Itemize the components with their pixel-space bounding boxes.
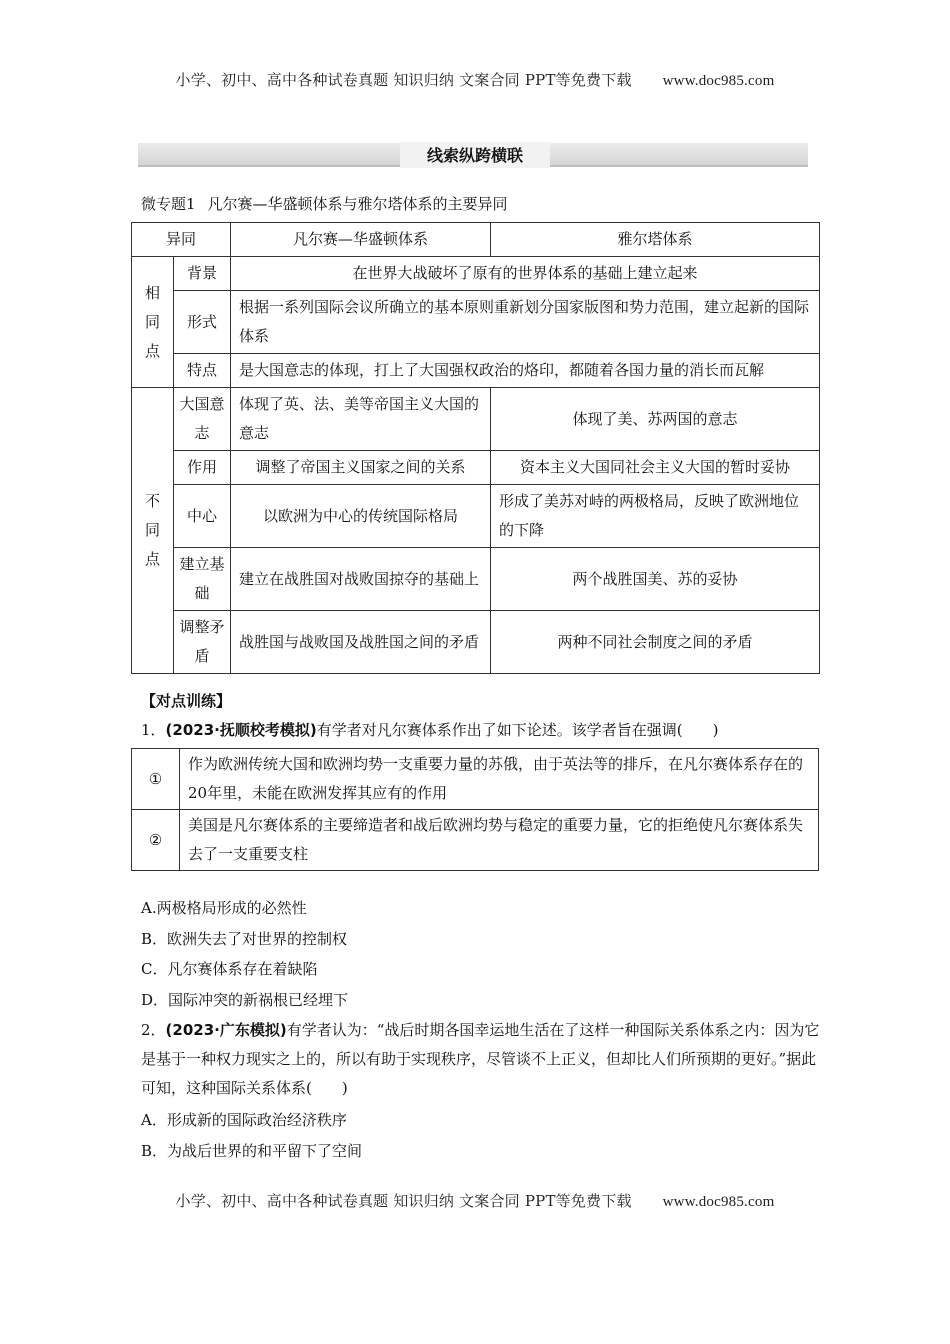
row-label: 作用 (174, 451, 231, 485)
row-left: 体现了英、法、美等帝国主义大国的意志 (231, 388, 491, 451)
comparison-table (131, 222, 820, 674)
q2-stem: 有学者认为：“战后时期各国幸运地生活在了这样一种国际关系体系之内：因为它是基于一种权力现实之上的，所以有助于实现秩序，尽管谈不上正义，但却比人们所预期的更好。”据此可知，这种国际关系体系( ) (141, 1021, 820, 1097)
q1-option-d[interactable]: D．国际冲突的新祸根已经埋下 (141, 991, 349, 1009)
row-right: 资本主义大国同社会主义大国的暂时妥协 (491, 451, 820, 485)
header-cell: 凡尔赛—华盛顿体系 (231, 223, 491, 257)
q2-option-b[interactable]: B．为战后世界的和平留下了空间 (141, 1142, 363, 1160)
material-mark: ② (132, 810, 180, 871)
material-mark: ① (132, 749, 180, 810)
row-right: 体现了美、苏两国的意志 (491, 388, 820, 451)
table-row (132, 388, 820, 451)
diff-group-label: 不 同 点 (132, 388, 174, 674)
q1-source: (2023·抚顺校考模拟) (165, 721, 317, 739)
row-label: 建立基础 (174, 548, 231, 611)
row-right: 两种不同社会制度之间的矛盾 (491, 611, 820, 674)
row-text: 根据一系列国际会议所确立的基本原则重新划分国家版图和势力范围，建立起新的国际体系 (231, 291, 820, 354)
header-text: 小学、初中、高中各种试卷真题 知识归纳 文案合同 PPT等免费下载 (175, 71, 632, 89)
table-row (132, 257, 820, 291)
q1-stem: 有学者对凡尔赛体系作出了如下论述。该学者旨在强调( ) (316, 721, 719, 739)
footer-site[interactable]: www.doc985.com (662, 1194, 775, 1210)
row-label: 中心 (174, 485, 231, 548)
row-label: 背景 (174, 257, 231, 291)
header-site[interactable]: www.doc985.com (662, 73, 775, 89)
q1-option-c[interactable]: C．凡尔赛体系存在着缺陷 (141, 960, 318, 978)
row-left: 调整了帝国主义国家之间的关系 (231, 451, 491, 485)
table-header-row (132, 223, 820, 257)
material-row (132, 749, 819, 810)
row-label: 调整矛盾 (174, 611, 231, 674)
material-text: 美国是凡尔赛体系的主要缔造者和战后欧洲均势与稳定的重要力量，它的拒绝使凡尔赛体系失去了一支重要支柱 (180, 810, 819, 871)
material-text: 作为欧洲传统大国和欧洲均势一支重要力量的苏俄，由于英法等的排斥，在凡尔赛体系存在的20年里，未能在欧洲发挥其应有的作用 (180, 749, 819, 810)
row-left: 建立在战胜国对战败国掠夺的基础上 (231, 548, 491, 611)
page-header (0, 69, 950, 90)
subject-heading (141, 193, 508, 214)
q2-number: 2． (141, 1021, 166, 1039)
table-row (132, 485, 820, 548)
q2-option-a[interactable]: A．形成新的国际政治经济秩序 (141, 1111, 347, 1129)
table-row (132, 548, 820, 611)
material-row (132, 810, 819, 871)
subject-number: 微专题1 (141, 195, 196, 213)
row-label: 特点 (174, 354, 231, 388)
row-left: 以欧洲为中心的传统国际格局 (231, 485, 491, 548)
table-row (132, 451, 820, 485)
row-text: 是大国意志的体现，打上了大国强权政治的烙印，都随着各国力量的消长而瓦解 (231, 354, 820, 388)
q1-option-b[interactable]: B．欧洲失去了对世界的控制权 (141, 930, 348, 948)
question-1 (141, 716, 821, 745)
q1-material-table (131, 748, 819, 871)
row-right: 两个战胜国美、苏的妥协 (491, 548, 820, 611)
subject-title: 凡尔赛—华盛顿体系与雅尔塔体系的主要异同 (207, 195, 508, 213)
same-group-label: 相 同 点 (132, 257, 174, 388)
q1-number: 1． (141, 721, 166, 739)
table-row (132, 354, 820, 388)
row-label: 形式 (174, 291, 231, 354)
q1-option-a[interactable]: A.两极格局形成的必然性 (141, 899, 307, 917)
header-cell: 异同 (132, 223, 231, 257)
footer-text: 小学、初中、高中各种试卷真题 知识归纳 文案合同 PPT等免费下载 (175, 1192, 632, 1210)
banner-title: 线索纵跨横联 (400, 142, 550, 168)
q2-source: (2023·广东模拟) (165, 1021, 287, 1039)
row-label: 大国意志 (174, 388, 231, 451)
header-cell: 雅尔塔体系 (491, 223, 820, 257)
table-row (132, 611, 820, 674)
section-title: 【对点训练】 (141, 692, 232, 710)
row-text: 在世界大战破坏了原有的世界体系的基础上建立起来 (231, 257, 820, 291)
row-left: 战胜国与战败国及战胜国之间的矛盾 (231, 611, 491, 674)
question-2 (141, 1016, 821, 1103)
row-right: 形成了美苏对峙的两极格局，反映了欧洲地位的下降 (491, 485, 820, 548)
table-row (132, 291, 820, 354)
page-footer (0, 1190, 950, 1211)
